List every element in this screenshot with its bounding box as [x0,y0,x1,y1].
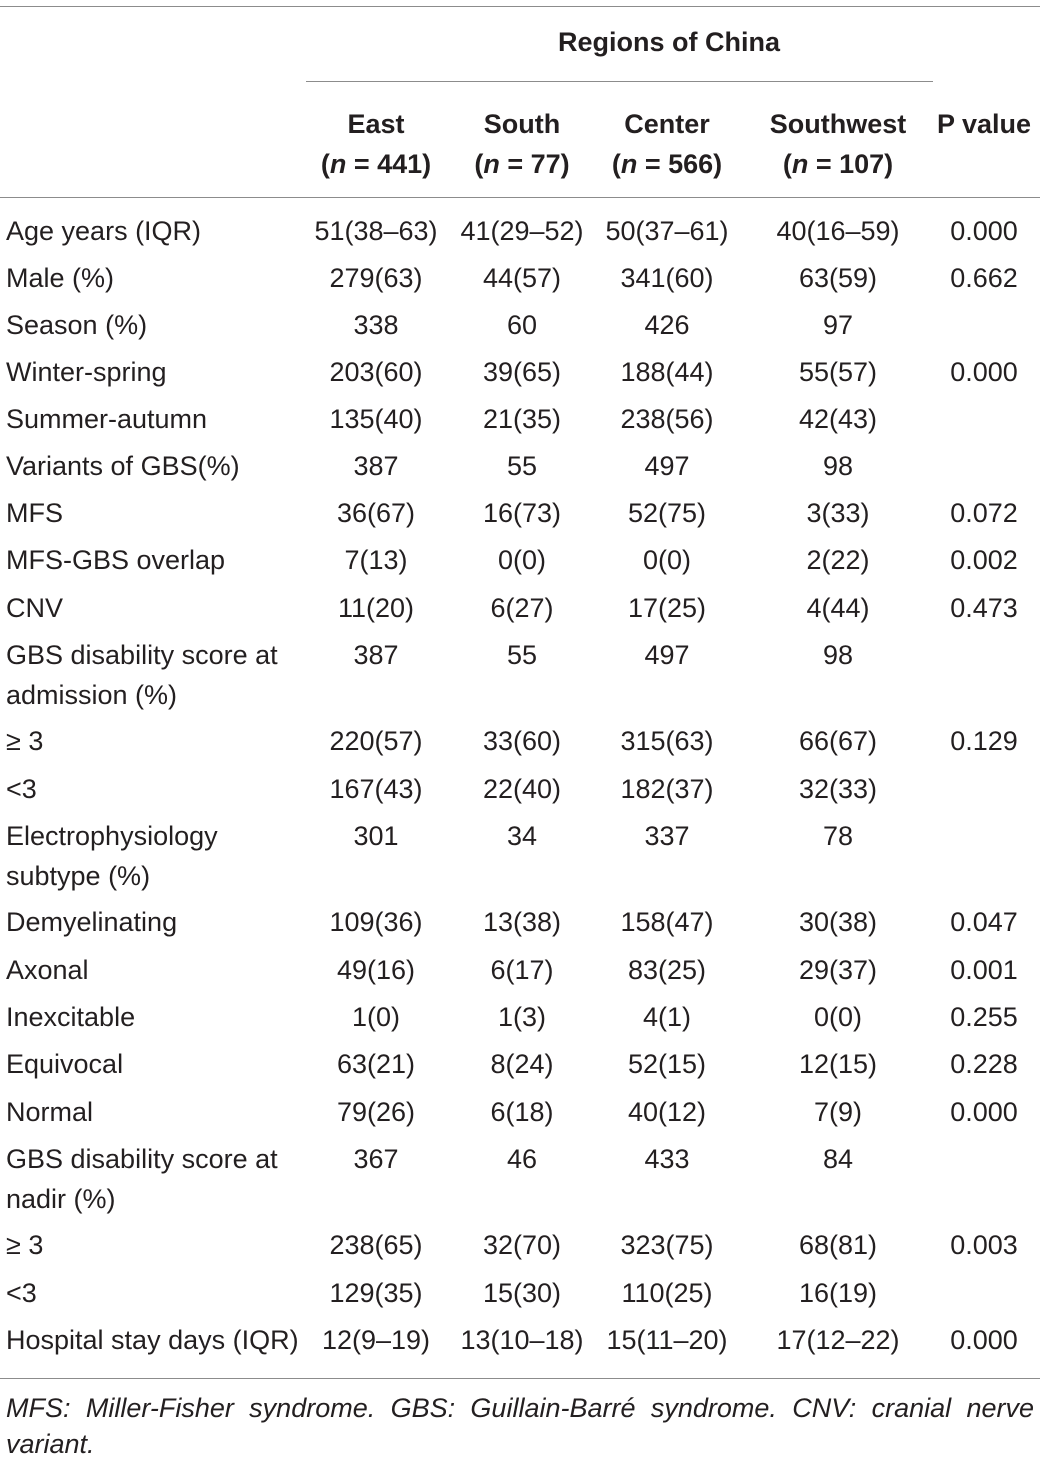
cell-south: 13(38) [482,907,562,937]
column-n: (n = 441) [320,149,432,179]
group-header-regions: Regions of China [558,27,780,57]
cell-southwest: 84 [822,1144,854,1174]
table-row [0,721,1040,769]
column-header-p-value: P value [936,109,1032,139]
row-label: MFS [6,498,63,528]
cell-southwest: 7(9) [813,1097,862,1127]
cell-southwest: 30(38) [798,907,878,937]
cell-center: 497 [644,451,690,481]
header-rule [0,197,1040,198]
row-label: Season (%) [6,310,148,340]
cell-center: 158(47) [620,907,714,937]
cell-center: 0(0) [642,545,691,575]
cell-east: 238(65) [329,1230,423,1260]
row-label: MFS-GBS overlap [6,545,226,575]
cell-southwest: 66(67) [798,726,878,756]
cell-south: 8(24) [490,1049,554,1079]
cell-center: 315(63) [620,726,714,756]
column-header-east [306,104,446,184]
cell-east: 36(67) [336,498,416,528]
table-row [0,1139,1040,1225]
cell-p-value: 0.003 [950,1230,1018,1260]
cell-center: 238(56) [620,404,714,434]
cell-south: 33(60) [482,726,562,756]
cell-southwest: 98 [822,640,854,670]
cell-p-value: 0.000 [950,216,1018,246]
cell-south: 55 [506,451,538,481]
cell-south: 39(65) [482,357,562,387]
cell-center: 4(1) [642,1002,691,1032]
cell-p-value: 0.001 [950,955,1018,985]
cell-east: 11(20) [337,593,415,623]
table-row [0,305,1040,352]
cell-southwest: 29(37) [798,955,878,985]
cell-center: 50(37–61) [605,216,729,246]
row-label: Axonal [6,955,89,985]
cell-south: 55 [506,640,538,670]
column-name: Center [624,109,710,139]
cell-east: 387 [353,451,399,481]
row-label: Winter-spring [6,357,167,387]
row-label: GBS disability score at nadir (%) [6,1144,278,1214]
cell-center: 52(75) [627,498,707,528]
column-n: (n = 566) [611,149,723,179]
column-name: Southwest [769,109,907,139]
cell-center: 188(44) [620,357,714,387]
table-row [0,635,1040,721]
cell-south: 1(3) [497,1002,546,1032]
cell-south: 41(29–52) [460,216,584,246]
cell-southwest: 55(57) [798,357,878,387]
cell-center: 341(60) [620,263,714,293]
cell-east: 49(16) [336,955,416,985]
cell-east: 301 [353,821,399,851]
table-row [0,1320,1040,1367]
row-label: Summer-autumn [6,404,208,434]
table-row [0,399,1040,446]
cell-south: 21(35) [482,404,562,434]
row-label: ≥ 3 [6,1230,44,1260]
cell-south: 15(30) [482,1278,562,1308]
cell-center: 15(11–20) [606,1325,728,1355]
row-label: Hospital stay days (IQR) [6,1325,299,1355]
row-label: ≥ 3 [6,726,44,756]
table-row [0,902,1040,950]
cell-center: 323(75) [620,1230,714,1260]
cell-southwest: 32(33) [798,774,878,804]
table-row [0,1225,1040,1273]
cell-center: 40(12) [627,1097,707,1127]
cell-east: 367 [353,1144,399,1174]
table-row [0,352,1040,399]
cell-south: 16(73) [482,498,562,528]
cell-southwest: 78 [822,821,854,851]
cell-center: 433 [644,1144,690,1174]
row-label: <3 [6,774,37,804]
cell-southwest: 17(12–22) [776,1325,900,1355]
cell-east: 12(9–19) [321,1325,431,1355]
group-header-rule [306,81,933,82]
cell-center: 337 [644,821,690,851]
cell-south: 13(10–18) [460,1325,584,1355]
cell-southwest: 4(44) [806,593,870,623]
cell-p-value: 0.000 [950,357,1018,387]
cell-east: 203(60) [329,357,423,387]
table-row [0,1092,1040,1139]
cell-p-value: 0.662 [950,263,1018,293]
table-row [0,769,1040,816]
column-name: South [483,109,561,139]
column-name: East [347,109,405,139]
cell-southwest: 68(81) [798,1230,878,1260]
cell-east: 387 [353,640,399,670]
cell-east: 279(63) [329,263,423,293]
cell-southwest: 97 [822,310,854,340]
cell-p-value: 0.129 [950,726,1018,756]
cell-p-value: 0.473 [950,593,1018,623]
cell-south: 46 [506,1144,538,1174]
cell-south: 22(40) [482,774,562,804]
cell-p-value: 0.228 [950,1049,1018,1079]
cell-east: 1(0) [351,1002,400,1032]
cell-south: 6(17) [490,955,554,985]
bottom-rule [0,1378,1040,1379]
cell-south: 6(18) [490,1097,554,1127]
cell-p-value: 0.000 [950,1325,1018,1355]
table-footnote: MFS: Miller-Fisher syndrome. GBS: Guillain-Barré syndrome. CNV: cranial nerve variant. [6,1393,1034,1459]
cell-center: 83(25) [627,955,707,985]
table-row [0,950,1040,997]
table-row [0,258,1040,305]
cell-southwest: 3(33) [806,498,870,528]
cell-center: 182(37) [620,774,714,804]
cell-center: 17(25) [627,593,707,623]
row-label: Age years (IQR) [6,216,202,246]
cell-southwest: 0(0) [813,1002,862,1032]
cell-southwest: 42(43) [798,404,878,434]
table-row [0,1044,1040,1092]
cell-southwest: 12(15) [798,1049,878,1079]
table-row [0,493,1040,540]
cell-east: 167(43) [329,774,423,804]
column-header-southwest [758,104,918,184]
table-row [0,997,1040,1044]
column-header-center [597,104,737,184]
cell-southwest: 98 [822,451,854,481]
cell-south: 34 [506,821,538,851]
cell-southwest: 2(22) [806,545,870,575]
table-row [0,1273,1040,1320]
cell-p-value: 0.072 [950,498,1018,528]
cell-center: 52(15) [627,1049,707,1079]
cell-p-value: 0.255 [950,1002,1018,1032]
table-body [0,211,1040,1367]
table-row [0,816,1040,902]
column-header-south [452,104,592,184]
cell-south: 60 [506,310,538,340]
cell-south: 44(57) [482,263,562,293]
column-n: (n = 77) [474,149,570,179]
cell-p-value: 0.047 [950,907,1018,937]
cell-southwest: 40(16–59) [776,216,900,246]
row-label: GBS disability score at admission (%) [6,640,278,710]
cell-center: 497 [644,640,690,670]
row-label: CNV [6,593,64,623]
table-row [0,588,1040,635]
cell-east: 129(35) [329,1278,423,1308]
cell-center: 110(25) [621,1278,713,1308]
row-label: Electrophysiology subtype (%) [6,821,218,891]
cell-east: 63(21) [336,1049,416,1079]
cell-east: 79(26) [336,1097,416,1127]
column-n: (n = 107) [782,149,894,179]
cell-south: 32(70) [482,1230,562,1260]
cell-p-value: 0.000 [950,1097,1018,1127]
cell-center: 426 [644,310,690,340]
cell-p-value: 0.002 [950,545,1018,575]
table-row [0,211,1040,258]
cell-southwest: 16(19) [798,1278,878,1308]
cell-east: 135(40) [329,404,423,434]
cell-south: 6(27) [490,593,554,623]
cell-east: 338 [353,310,399,340]
cell-south: 0(0) [497,545,546,575]
cell-east: 109(36) [329,907,423,937]
row-label: Male (%) [6,263,115,293]
row-label: <3 [6,1278,37,1308]
row-label: Normal [6,1097,94,1127]
row-label: Demyelinating [6,907,178,937]
table-row [0,540,1040,588]
top-rule [0,6,1040,7]
cell-southwest: 63(59) [798,263,878,293]
row-label: Variants of GBS(%) [6,451,240,481]
row-label: Equivocal [6,1049,124,1079]
cell-east: 220(57) [329,726,423,756]
cell-east: 51(38–63) [314,216,438,246]
row-label: Inexcitable [6,1002,136,1032]
cell-east: 7(13) [344,545,408,575]
table-row [0,446,1040,493]
